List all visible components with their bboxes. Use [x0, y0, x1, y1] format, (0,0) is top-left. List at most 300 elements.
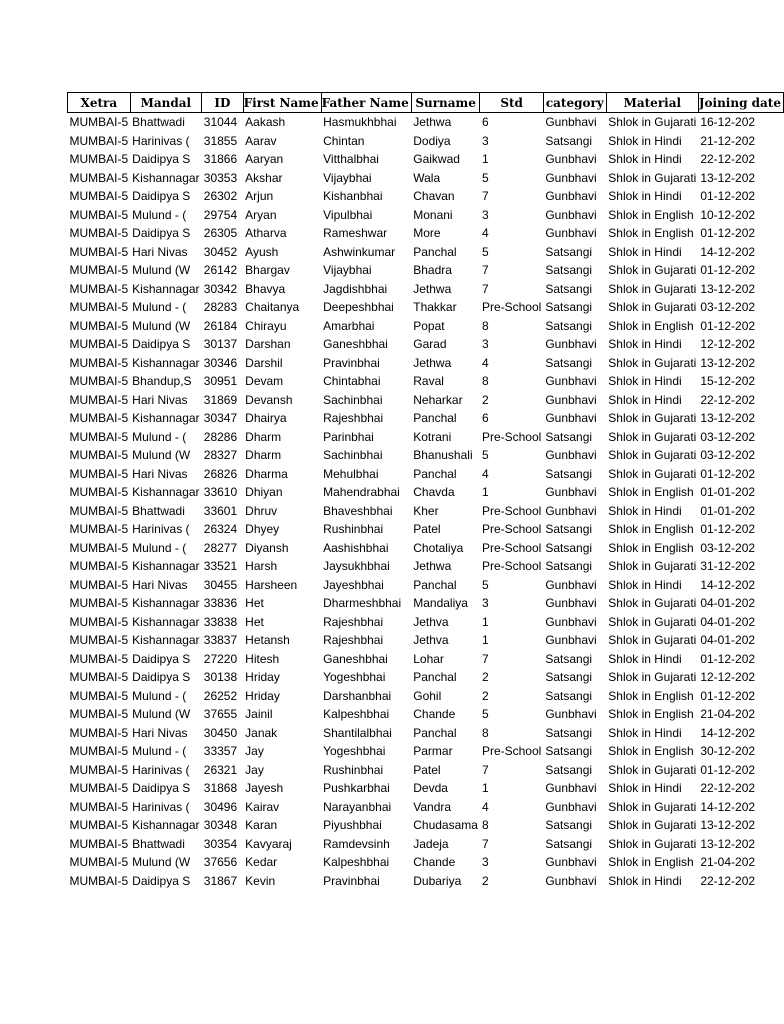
- cell-category: Satsangi: [545, 559, 593, 573]
- cell-material: Shlok in Gujarati: [608, 115, 697, 129]
- cell-material: Shlok in English: [608, 688, 694, 703]
- cell-first-name: Bhargav: [245, 263, 290, 277]
- cell-joining-date: 14-12-202: [700, 244, 756, 259]
- cell-std: 5: [481, 170, 489, 185]
- cell-xetra: MUMBAI-5: [69, 707, 129, 721]
- cell-surname: Devda: [413, 781, 448, 795]
- cell-father-name: Rushinbhai: [323, 522, 384, 536]
- cell-material: Shlok in Gujarati: [608, 411, 697, 425]
- cell-father-name: Piyushbhai: [323, 818, 382, 832]
- cell-father-name: Pushkarbhai: [323, 781, 390, 795]
- cell-father-name: Chintabhai: [323, 374, 381, 388]
- cell-father-name: Sachinbhai: [323, 448, 383, 462]
- cell-xetra: MUMBAI-5: [69, 392, 129, 407]
- header-joining-date: Joining date: [698, 93, 783, 113]
- cell-category: Satsangi: [545, 522, 593, 536]
- table-row: [68, 335, 784, 354]
- cell-material: Shlok in Gujarati: [608, 559, 697, 573]
- cell-surname: Gaikwad: [413, 152, 460, 166]
- header-row: [68, 93, 784, 113]
- cell-material: Shlok in Hindi: [608, 374, 682, 388]
- cell-category: Gunbhavi: [545, 226, 597, 240]
- cell-xetra: MUMBAI-5: [69, 152, 129, 166]
- cell-first-name: Kedar: [245, 855, 278, 869]
- cell-category: Satsangi: [545, 244, 593, 259]
- cell-joining-date: 01-12-202: [700, 522, 756, 536]
- table-row: [68, 705, 784, 724]
- cell-id: 29754: [203, 207, 238, 222]
- cell-std: 7: [481, 651, 489, 666]
- cell-first-name: Ayush: [245, 244, 279, 259]
- cell-joining-date: 16-12-202: [700, 115, 756, 129]
- cell-id: 33357: [203, 744, 238, 758]
- cell-surname: Chande: [413, 707, 456, 721]
- cell-xetra: MUMBAI-5: [69, 799, 129, 814]
- cell-mandal: Daidipya S: [132, 189, 191, 203]
- cell-xetra: MUMBAI-5: [69, 688, 129, 703]
- cell-first-name: Jayesh: [245, 781, 284, 795]
- cell-joining-date: 21-04-202: [700, 855, 756, 869]
- cell-joining-date: 01-12-202: [700, 466, 756, 481]
- cell-category: Satsangi: [545, 355, 593, 370]
- cell-joining-date: 10-12-202: [700, 207, 756, 222]
- cell-material: Shlok in Hindi: [608, 337, 682, 351]
- cell-category: Gunbhavi: [545, 485, 597, 499]
- cell-id: 30342: [203, 281, 238, 296]
- cell-material: Shlok in Hindi: [608, 725, 682, 740]
- cell-std: 7: [481, 762, 489, 777]
- cell-first-name: Akshar: [245, 170, 283, 185]
- cell-material: Shlok in Gujarati: [608, 633, 697, 647]
- cell-id: 30452: [203, 244, 238, 259]
- cell-mandal: Bhattwadi: [132, 115, 185, 129]
- cell-category: Gunbhavi: [545, 392, 597, 407]
- cell-mandal: Daidipya S: [132, 670, 191, 684]
- cell-std: Pre-School: [481, 429, 542, 444]
- cell-material: Shlok in Gujarati: [608, 799, 697, 814]
- cell-father-name: Kalpeshbhai: [323, 707, 390, 721]
- cell-id: 33837: [203, 633, 238, 647]
- cell-first-name: Darshan: [245, 337, 291, 351]
- cell-std: 1: [481, 781, 489, 795]
- cell-surname: Jethwa: [413, 559, 452, 573]
- cell-category: Satsangi: [545, 540, 593, 555]
- table-row: [68, 872, 784, 891]
- table-row: [68, 465, 784, 484]
- cell-id: 30496: [203, 799, 238, 814]
- header-category: category: [543, 93, 606, 113]
- cell-material: Shlok in Gujarati: [608, 263, 697, 277]
- cell-id: 30347: [203, 411, 238, 425]
- cell-id: 28286: [203, 429, 238, 444]
- table-row: [68, 520, 784, 539]
- cell-joining-date: 21-04-202: [700, 707, 756, 721]
- cell-material: Shlok in Hindi: [608, 577, 682, 592]
- cell-first-name: Dhiyan: [245, 485, 283, 499]
- cell-father-name: Rushinbhai: [323, 762, 384, 777]
- table-body: [68, 113, 784, 891]
- cell-joining-date: 13-12-202: [700, 281, 756, 296]
- cell-first-name: Het: [245, 596, 264, 610]
- cell-std: 3: [481, 855, 489, 869]
- table-row: [68, 668, 784, 687]
- cell-mandal: Kishannagar: [132, 355, 200, 370]
- cell-category: Satsangi: [545, 466, 593, 481]
- cell-joining-date: 01-01-202: [700, 503, 756, 518]
- cell-id: 28283: [203, 300, 238, 314]
- cell-father-name: Mahendrabhai: [323, 485, 400, 499]
- table-row: [68, 113, 784, 132]
- cell-father-name: Rajeshbhai: [323, 614, 384, 629]
- cell-xetra: MUMBAI-5: [69, 651, 129, 666]
- cell-joining-date: 14-12-202: [700, 799, 756, 814]
- cell-std: Pre-School: [481, 300, 542, 314]
- cell-first-name: Bhavya: [245, 281, 286, 296]
- cell-xetra: MUMBAI-5: [69, 503, 129, 518]
- cell-xetra: MUMBAI-5: [69, 559, 129, 573]
- cell-mandal: Mulund - (: [132, 540, 187, 555]
- cell-joining-date: 01-12-202: [700, 263, 756, 277]
- table-row: [68, 724, 784, 743]
- cell-category: Gunbhavi: [545, 855, 597, 869]
- cell-first-name: Aakash: [245, 115, 286, 129]
- cell-father-name: Narayanbhai: [323, 799, 392, 814]
- cell-material: Shlok in Hindi: [608, 244, 682, 259]
- cell-mandal: Hari Nivas: [132, 725, 188, 740]
- cell-id: 28277: [203, 540, 238, 555]
- cell-material: Shlok in English: [608, 855, 694, 869]
- cell-std: 2: [481, 688, 489, 703]
- cell-material: Shlok in Gujarati: [608, 281, 697, 296]
- cell-joining-date: 01-12-202: [700, 226, 756, 240]
- cell-id: 31044: [203, 115, 238, 129]
- cell-material: Shlok in English: [608, 485, 694, 499]
- cell-mandal: Hari Nivas: [132, 466, 188, 481]
- cell-xetra: MUMBAI-5: [69, 244, 129, 259]
- cell-surname: Patel: [413, 522, 441, 536]
- cell-xetra: MUMBAI-5: [69, 873, 129, 888]
- cell-mandal: Mulund (W: [132, 318, 191, 333]
- cell-mandal: Kishannagar: [132, 170, 200, 185]
- cell-first-name: Harsh: [245, 559, 278, 573]
- cell-mandal: Mulund - (: [132, 744, 187, 758]
- cell-mandal: Mulund - (: [132, 207, 187, 222]
- cell-joining-date: 01-12-202: [700, 762, 756, 777]
- cell-surname: Popat: [413, 318, 445, 333]
- cell-std: 4: [481, 226, 489, 240]
- cell-mandal: Harinivas (: [132, 762, 190, 777]
- cell-first-name: Dharm: [245, 448, 282, 462]
- cell-mandal: Harinivas (: [132, 522, 190, 536]
- table-row: [68, 687, 784, 706]
- cell-category: Satsangi: [545, 725, 593, 740]
- table-row: [68, 169, 784, 188]
- table-row: [68, 853, 784, 872]
- cell-xetra: MUMBAI-5: [69, 226, 129, 240]
- cell-joining-date: 22-12-202: [700, 873, 756, 888]
- cell-mandal: Hari Nivas: [132, 244, 188, 259]
- cell-material: Shlok in Hindi: [608, 133, 682, 148]
- cell-first-name: Janak: [245, 725, 278, 740]
- cell-std: 5: [481, 244, 489, 259]
- cell-material: Shlok in English: [608, 226, 694, 240]
- cell-mandal: Kishannagar: [132, 596, 200, 610]
- cell-first-name: Aarav: [245, 133, 277, 148]
- cell-std: 8: [481, 725, 489, 740]
- cell-first-name: Hitesh: [245, 651, 280, 666]
- table-row: [68, 446, 784, 465]
- cell-mandal: Kishannagar: [132, 411, 200, 425]
- cell-father-name: Jaysukhbhai: [323, 559, 390, 573]
- cell-mandal: Daidipya S: [132, 152, 191, 166]
- cell-id: 26302: [203, 189, 238, 203]
- cell-joining-date: 13-12-202: [700, 411, 756, 425]
- cell-id: 26184: [203, 318, 238, 333]
- cell-category: Gunbhavi: [545, 448, 597, 462]
- cell-first-name: Kevin: [245, 873, 276, 888]
- cell-mandal: Hari Nivas: [132, 392, 188, 407]
- cell-father-name: Ramdevsinh: [323, 836, 390, 851]
- cell-surname: Wala: [413, 170, 441, 185]
- cell-id: 31855: [203, 133, 238, 148]
- cell-category: Satsangi: [545, 688, 593, 703]
- cell-surname: Neharkar: [413, 392, 463, 407]
- cell-std: 2: [481, 873, 489, 888]
- cell-std: 7: [481, 836, 489, 851]
- cell-xetra: MUMBAI-5: [69, 318, 129, 333]
- cell-xetra: MUMBAI-5: [69, 633, 129, 647]
- cell-category: Gunbhavi: [545, 707, 597, 721]
- cell-xetra: MUMBAI-5: [69, 374, 129, 388]
- table-row: [68, 779, 784, 798]
- cell-std: 4: [481, 355, 489, 370]
- cell-material: Shlok in Hindi: [608, 189, 682, 203]
- cell-id: 26252: [203, 688, 238, 703]
- table-row: [68, 409, 784, 428]
- cell-joining-date: 12-12-202: [700, 670, 756, 684]
- cell-joining-date: 03-12-202: [700, 448, 756, 462]
- cell-material: Shlok in Gujarati: [608, 596, 697, 610]
- cell-xetra: MUMBAI-5: [69, 744, 129, 758]
- cell-category: Satsangi: [545, 263, 593, 277]
- cell-father-name: Vitthalbhai: [323, 152, 379, 166]
- cell-category: Satsangi: [545, 670, 593, 684]
- cell-father-name: Pravinbhai: [323, 873, 380, 888]
- cell-surname: Jethwa: [413, 115, 452, 129]
- table-row: [68, 298, 784, 317]
- cell-first-name: Devam: [245, 374, 284, 388]
- cell-surname: Jethva: [413, 614, 449, 629]
- table-row: [68, 798, 784, 817]
- cell-xetra: MUMBAI-5: [69, 115, 129, 129]
- cell-xetra: MUMBAI-5: [69, 411, 129, 425]
- cell-mandal: Daidipya S: [132, 337, 191, 351]
- cell-std: Pre-School: [481, 744, 542, 758]
- cell-mandal: Harinivas (: [132, 133, 190, 148]
- cell-id: 26321: [203, 762, 238, 777]
- cell-xetra: MUMBAI-5: [69, 725, 129, 740]
- cell-surname: Panchal: [413, 725, 457, 740]
- cell-id: 30354: [203, 836, 238, 851]
- cell-xetra: MUMBAI-5: [69, 133, 129, 148]
- cell-std: 7: [481, 263, 489, 277]
- table-row: [68, 261, 784, 280]
- cell-id: 30138: [203, 670, 238, 684]
- cell-father-name: Ashwinkumar: [323, 244, 396, 259]
- cell-joining-date: 31-12-202: [700, 559, 756, 573]
- cell-first-name: Chirayu: [245, 318, 287, 333]
- cell-father-name: Kishanbhai: [323, 189, 383, 203]
- cell-mandal: Bhattwadi: [132, 836, 185, 851]
- cell-father-name: Mehulbhai: [323, 466, 379, 481]
- table-row: [68, 372, 784, 391]
- cell-id: 31867: [203, 873, 238, 888]
- cell-father-name: Dharmeshbhai: [323, 596, 402, 610]
- cell-joining-date: 22-12-202: [700, 392, 756, 407]
- cell-material: Shlok in English: [608, 522, 694, 536]
- cell-category: Gunbhavi: [545, 503, 597, 518]
- cell-first-name: Kavyaraj: [245, 836, 292, 851]
- table-row: [68, 132, 784, 151]
- cell-id: 31866: [203, 152, 238, 166]
- table-row: [68, 391, 784, 410]
- cell-father-name: Pravinbhai: [323, 355, 380, 370]
- table-row: [68, 354, 784, 373]
- table-row: [68, 224, 784, 243]
- cell-surname: Panchal: [413, 411, 457, 425]
- table-row: [68, 539, 784, 558]
- cell-mandal: Daidipya S: [132, 226, 191, 240]
- cell-material: Shlok in Gujarati: [608, 818, 697, 832]
- cell-std: 8: [481, 374, 489, 388]
- cell-first-name: Dharm: [245, 429, 282, 444]
- cell-id: 30346: [203, 355, 238, 370]
- cell-material: Shlok in English: [608, 318, 694, 333]
- cell-mandal: Hari Nivas: [132, 577, 188, 592]
- cell-surname: Monani: [413, 207, 453, 222]
- cell-father-name: Vipulbhai: [323, 207, 373, 222]
- table-row: [68, 280, 784, 299]
- cell-std: 8: [481, 818, 489, 832]
- cell-category: Gunbhavi: [545, 374, 597, 388]
- table-row: [68, 631, 784, 650]
- cell-id: 33838: [203, 614, 238, 629]
- cell-first-name: Dhyey: [245, 522, 280, 536]
- cell-joining-date: 13-12-202: [700, 836, 756, 851]
- cell-mandal: Bhattwadi: [132, 503, 185, 518]
- cell-category: Satsangi: [545, 651, 593, 666]
- cell-id: 33521: [203, 559, 238, 573]
- cell-xetra: MUMBAI-5: [69, 281, 129, 296]
- table-row: [68, 502, 784, 521]
- cell-first-name: Jainil: [245, 707, 273, 721]
- table-row: [68, 613, 784, 632]
- cell-id: 33836: [203, 596, 238, 610]
- cell-surname: Panchal: [413, 244, 457, 259]
- header-xetra: Xetra: [68, 93, 131, 113]
- table-row: [68, 594, 784, 613]
- cell-mandal: Kishannagar: [132, 614, 200, 629]
- cell-material: Shlok in Hindi: [608, 152, 682, 166]
- cell-first-name: Kairav: [245, 799, 280, 814]
- cell-father-name: Rameshwar: [323, 226, 388, 240]
- cell-id: 30951: [203, 374, 238, 388]
- cell-std: Pre-School: [481, 540, 542, 555]
- cell-mandal: Kishannagar: [132, 818, 200, 832]
- cell-material: Shlok in English: [608, 744, 694, 758]
- cell-category: Gunbhavi: [545, 189, 597, 203]
- cell-id: 27220: [203, 651, 238, 666]
- cell-xetra: MUMBAI-5: [69, 614, 129, 629]
- cell-material: Shlok in Hindi: [608, 651, 682, 666]
- cell-mandal: Kishannagar: [132, 281, 200, 296]
- cell-first-name: Darshil: [245, 355, 283, 370]
- cell-mandal: Daidipya S: [132, 781, 191, 795]
- header-mandal: Mandal: [130, 93, 201, 113]
- cell-father-name: Ganeshbhai: [323, 651, 388, 666]
- cell-xetra: MUMBAI-5: [69, 448, 129, 462]
- cell-category: Satsangi: [545, 836, 593, 851]
- cell-surname: Chavan: [413, 189, 455, 203]
- cell-material: Shlok in English: [608, 707, 694, 721]
- cell-father-name: Hasmukhbhai: [323, 115, 397, 129]
- cell-material: Shlok in Gujarati: [608, 762, 697, 777]
- cell-category: Gunbhavi: [545, 781, 597, 795]
- cell-std: 3: [481, 337, 489, 351]
- cell-joining-date: 12-12-202: [700, 337, 756, 351]
- cell-xetra: MUMBAI-5: [69, 466, 129, 481]
- table-row: [68, 835, 784, 854]
- cell-material: Shlok in Gujarati: [608, 448, 697, 462]
- cell-surname: Chavda: [413, 485, 455, 499]
- cell-std: 8: [481, 318, 489, 333]
- cell-first-name: Hriday: [245, 670, 280, 684]
- cell-material: Shlok in English: [608, 207, 694, 222]
- cell-joining-date: 04-01-202: [700, 614, 756, 629]
- cell-id: 33610: [203, 485, 238, 499]
- cell-category: Satsangi: [545, 429, 593, 444]
- cell-xetra: MUMBAI-5: [69, 818, 129, 832]
- cell-mandal: Mulund (W: [132, 707, 191, 721]
- cell-surname: Mandaliya: [413, 596, 468, 610]
- cell-std: 5: [481, 707, 489, 721]
- cell-joining-date: 01-01-202: [700, 485, 756, 499]
- cell-id: 30455: [203, 577, 238, 592]
- cell-std: 2: [481, 670, 489, 684]
- cell-xetra: MUMBAI-5: [69, 207, 129, 222]
- cell-std: 1: [481, 485, 489, 499]
- cell-surname: Gohil: [413, 688, 442, 703]
- cell-mandal: Kishannagar: [132, 633, 200, 647]
- cell-mandal: Mulund - (: [132, 688, 187, 703]
- cell-first-name: Aaryan: [245, 152, 284, 166]
- cell-surname: Kotrani: [413, 429, 452, 444]
- cell-category: Gunbhavi: [545, 152, 597, 166]
- cell-first-name: Dhairya: [245, 411, 287, 425]
- cell-surname: Chotaliya: [413, 540, 464, 555]
- cell-xetra: MUMBAI-5: [69, 300, 129, 314]
- cell-first-name: Diyansh: [245, 540, 289, 555]
- cell-father-name: Deepeshbhai: [323, 300, 394, 314]
- cell-mandal: Mulund (W: [132, 448, 191, 462]
- cell-category: Gunbhavi: [545, 170, 597, 185]
- cell-id: 26305: [203, 226, 238, 240]
- cell-joining-date: 03-12-202: [700, 429, 756, 444]
- cell-father-name: Vijaybhai: [323, 170, 372, 185]
- cell-category: Gunbhavi: [545, 577, 597, 592]
- cell-category: Satsangi: [545, 744, 593, 758]
- table-row: [68, 317, 784, 336]
